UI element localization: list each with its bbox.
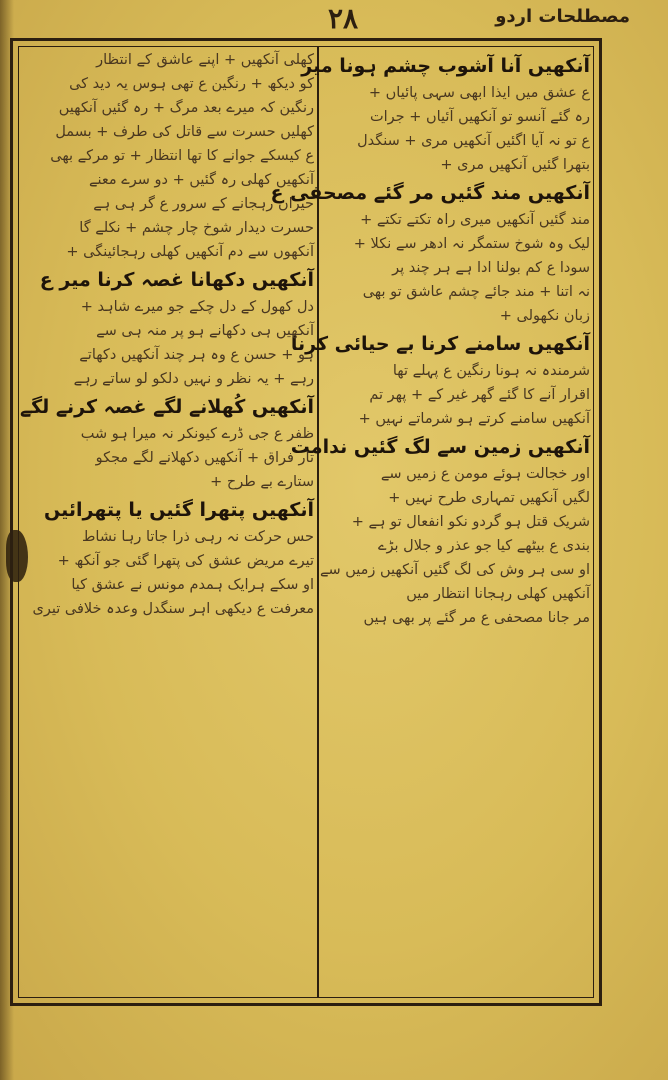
- right-column-text-line: ع تو نہ آیا اگئیں آنکھیں مری + سنگدل: [357, 133, 590, 149]
- right-column-text-line: بندی ع بیٹھے کیا جو عذر و جلال بڑے: [378, 538, 590, 554]
- left-column-text-line: تار فراق + آنکھیں دکھلانے لگے مجکو: [95, 450, 314, 466]
- right-column-text-line: لگیں آنکھیں تمہاری طرح نہیں +: [388, 490, 590, 506]
- left-column-text-line: او سکے ہرایک ہمدم مونس نے عشق کیا: [71, 577, 314, 593]
- left-column-text-line: آنکھیں کھلی رہ گئیں + دو سرے معنے: [89, 172, 314, 188]
- left-column-text-line: دل کھول کے دل چکے جو میرے شاہد +: [80, 299, 314, 315]
- left-column-text-line: کھلی آنکھیں + اپنے عاشق کے انتظار: [96, 52, 314, 68]
- right-column-text-line: مر جانا مصحفی ع مر گئے پر بھی ہیں: [363, 610, 590, 626]
- right-column-text-line: زبان نکھولی +: [499, 308, 590, 324]
- right-column-text-line: آنکھیں سامنے کرتے ہو شرماتے نہیں +: [358, 411, 590, 427]
- left-column-text-line: آنکھوں سے دم آنکھیں کھلی رہجائینگی +: [66, 244, 314, 260]
- left-column-text-line: تیرے مریض عشق کی پتھرا گئی جو آنکھ +: [57, 553, 314, 569]
- left-column-text-line: ع کیسکے جوانے کا تھا انتظار + تو مرکے بھی: [50, 148, 314, 164]
- right-column-entry-heading: آنکھیں زمین سے لگ گئیں ندامت: [290, 436, 590, 458]
- left-column-entry-heading: آنکھیں دکھانا غصہ کرنا میر ع: [39, 269, 314, 291]
- right-column-text-line: بتھرا گئیں آنکھیں مری +: [440, 157, 590, 173]
- left-column-text-line: حس حرکت نہ رہی ذرا جاتا رہا نشاط: [82, 529, 314, 545]
- right-column-text-line: مند گئیں آنکھیں میری راہ تکتے تکتے +: [360, 212, 590, 228]
- right-column-text-line: رہ گئے آنسو تو آنکھیں آئیاں + جرات: [369, 109, 590, 125]
- left-column-text-line: کھلیں حسرت سے قاتل کی طرف + بسمل: [55, 124, 314, 140]
- left-column: [19, 50, 314, 994]
- left-column-entry-heading: آنکھیں پتھرا گئیں یا پتھرائیں: [44, 499, 314, 521]
- right-column-entry-heading: آنکھیں سامنے کرنا بے حیائی کرنا: [290, 333, 590, 355]
- page-header: [40, 2, 630, 38]
- left-column-text-line: ظفر ع جی ڈرے کیونکر نہ میرا ہو شب: [80, 426, 314, 442]
- left-column-text-line: حیران رہجانے کے سرور ع گر ہی ہے: [93, 196, 314, 212]
- right-column-text-line: آنکھیں کھلی رہجانا انتظار میں: [406, 586, 590, 602]
- right-column-text-line: سودا ع کم بولنا ادا ہے ہر چند پر: [392, 260, 590, 276]
- left-column-text-line: رنگین کہ میرے بعد مرگ + رہ گئیں آنکھیں: [58, 100, 314, 116]
- right-column-text-line: شرمندہ نہ ہونا رنگین ع پہلے تھا: [392, 363, 590, 379]
- right-column-text-line: ع عشق میں ایذا ابھی سہی پائیاں +: [368, 85, 590, 101]
- running-head: مصطلحات اردو: [495, 6, 630, 27]
- right-column-entry-heading: آنکھیں آنا آشوب چشم ہونا میر: [301, 55, 590, 77]
- left-column-text-line: معرفت ع دیکھی اہر سنگدل وعدہ خلافی تیری: [32, 601, 314, 617]
- right-column-entry-heading: آنکھیں مند گئیں مر گئے مصحفی ع: [270, 182, 590, 204]
- right-column-text-line: لیک وہ شوخ ستمگر نہ ادھر سے نکلا +: [353, 236, 590, 252]
- left-column-text-line: حسرت دیدار شوخ چار چشم + نکلے گا: [79, 220, 314, 236]
- right-column-text-line: شریک قتل ہو گردو نکو انفعال تو ہے +: [351, 514, 590, 530]
- right-column-text-line: اقرار آنے کا گئے گھر غیر کے + پھر تم: [369, 387, 590, 403]
- right-column-text-line: او سی ہر وش کی لگ گئیں آنکھیں زمیں سے: [319, 562, 590, 578]
- right-column-text-line: اور خجالت ہوئے مومن ع زمیں سے: [380, 466, 590, 482]
- left-column-entry-heading: آنکھیں کُھلانے لگے غصہ کرنے لگے: [19, 396, 314, 418]
- right-column: [270, 50, 590, 994]
- left-column-text-line: ستارے بے طرح +: [210, 474, 314, 490]
- left-column-text-line: آنکھیں ہی دکھانے ہو پر منہ ہی سے: [96, 323, 314, 339]
- left-column-text-line: ہو + حسن ع وہ ہر چند آنکھیں دکھاتے: [79, 347, 314, 363]
- left-column-text-line: کو دیکھ + رنگین ع تھی ہوس یہ دید کی: [69, 76, 314, 92]
- left-column-text-line: رہے + یہ نظر و نہیں دلکو لو ساتے رہے: [73, 371, 314, 387]
- right-column-text-line: نہ اتنا + مند جائے چشم عاشق تو بھی: [362, 284, 590, 300]
- page-number: ٢٨: [327, 2, 359, 35]
